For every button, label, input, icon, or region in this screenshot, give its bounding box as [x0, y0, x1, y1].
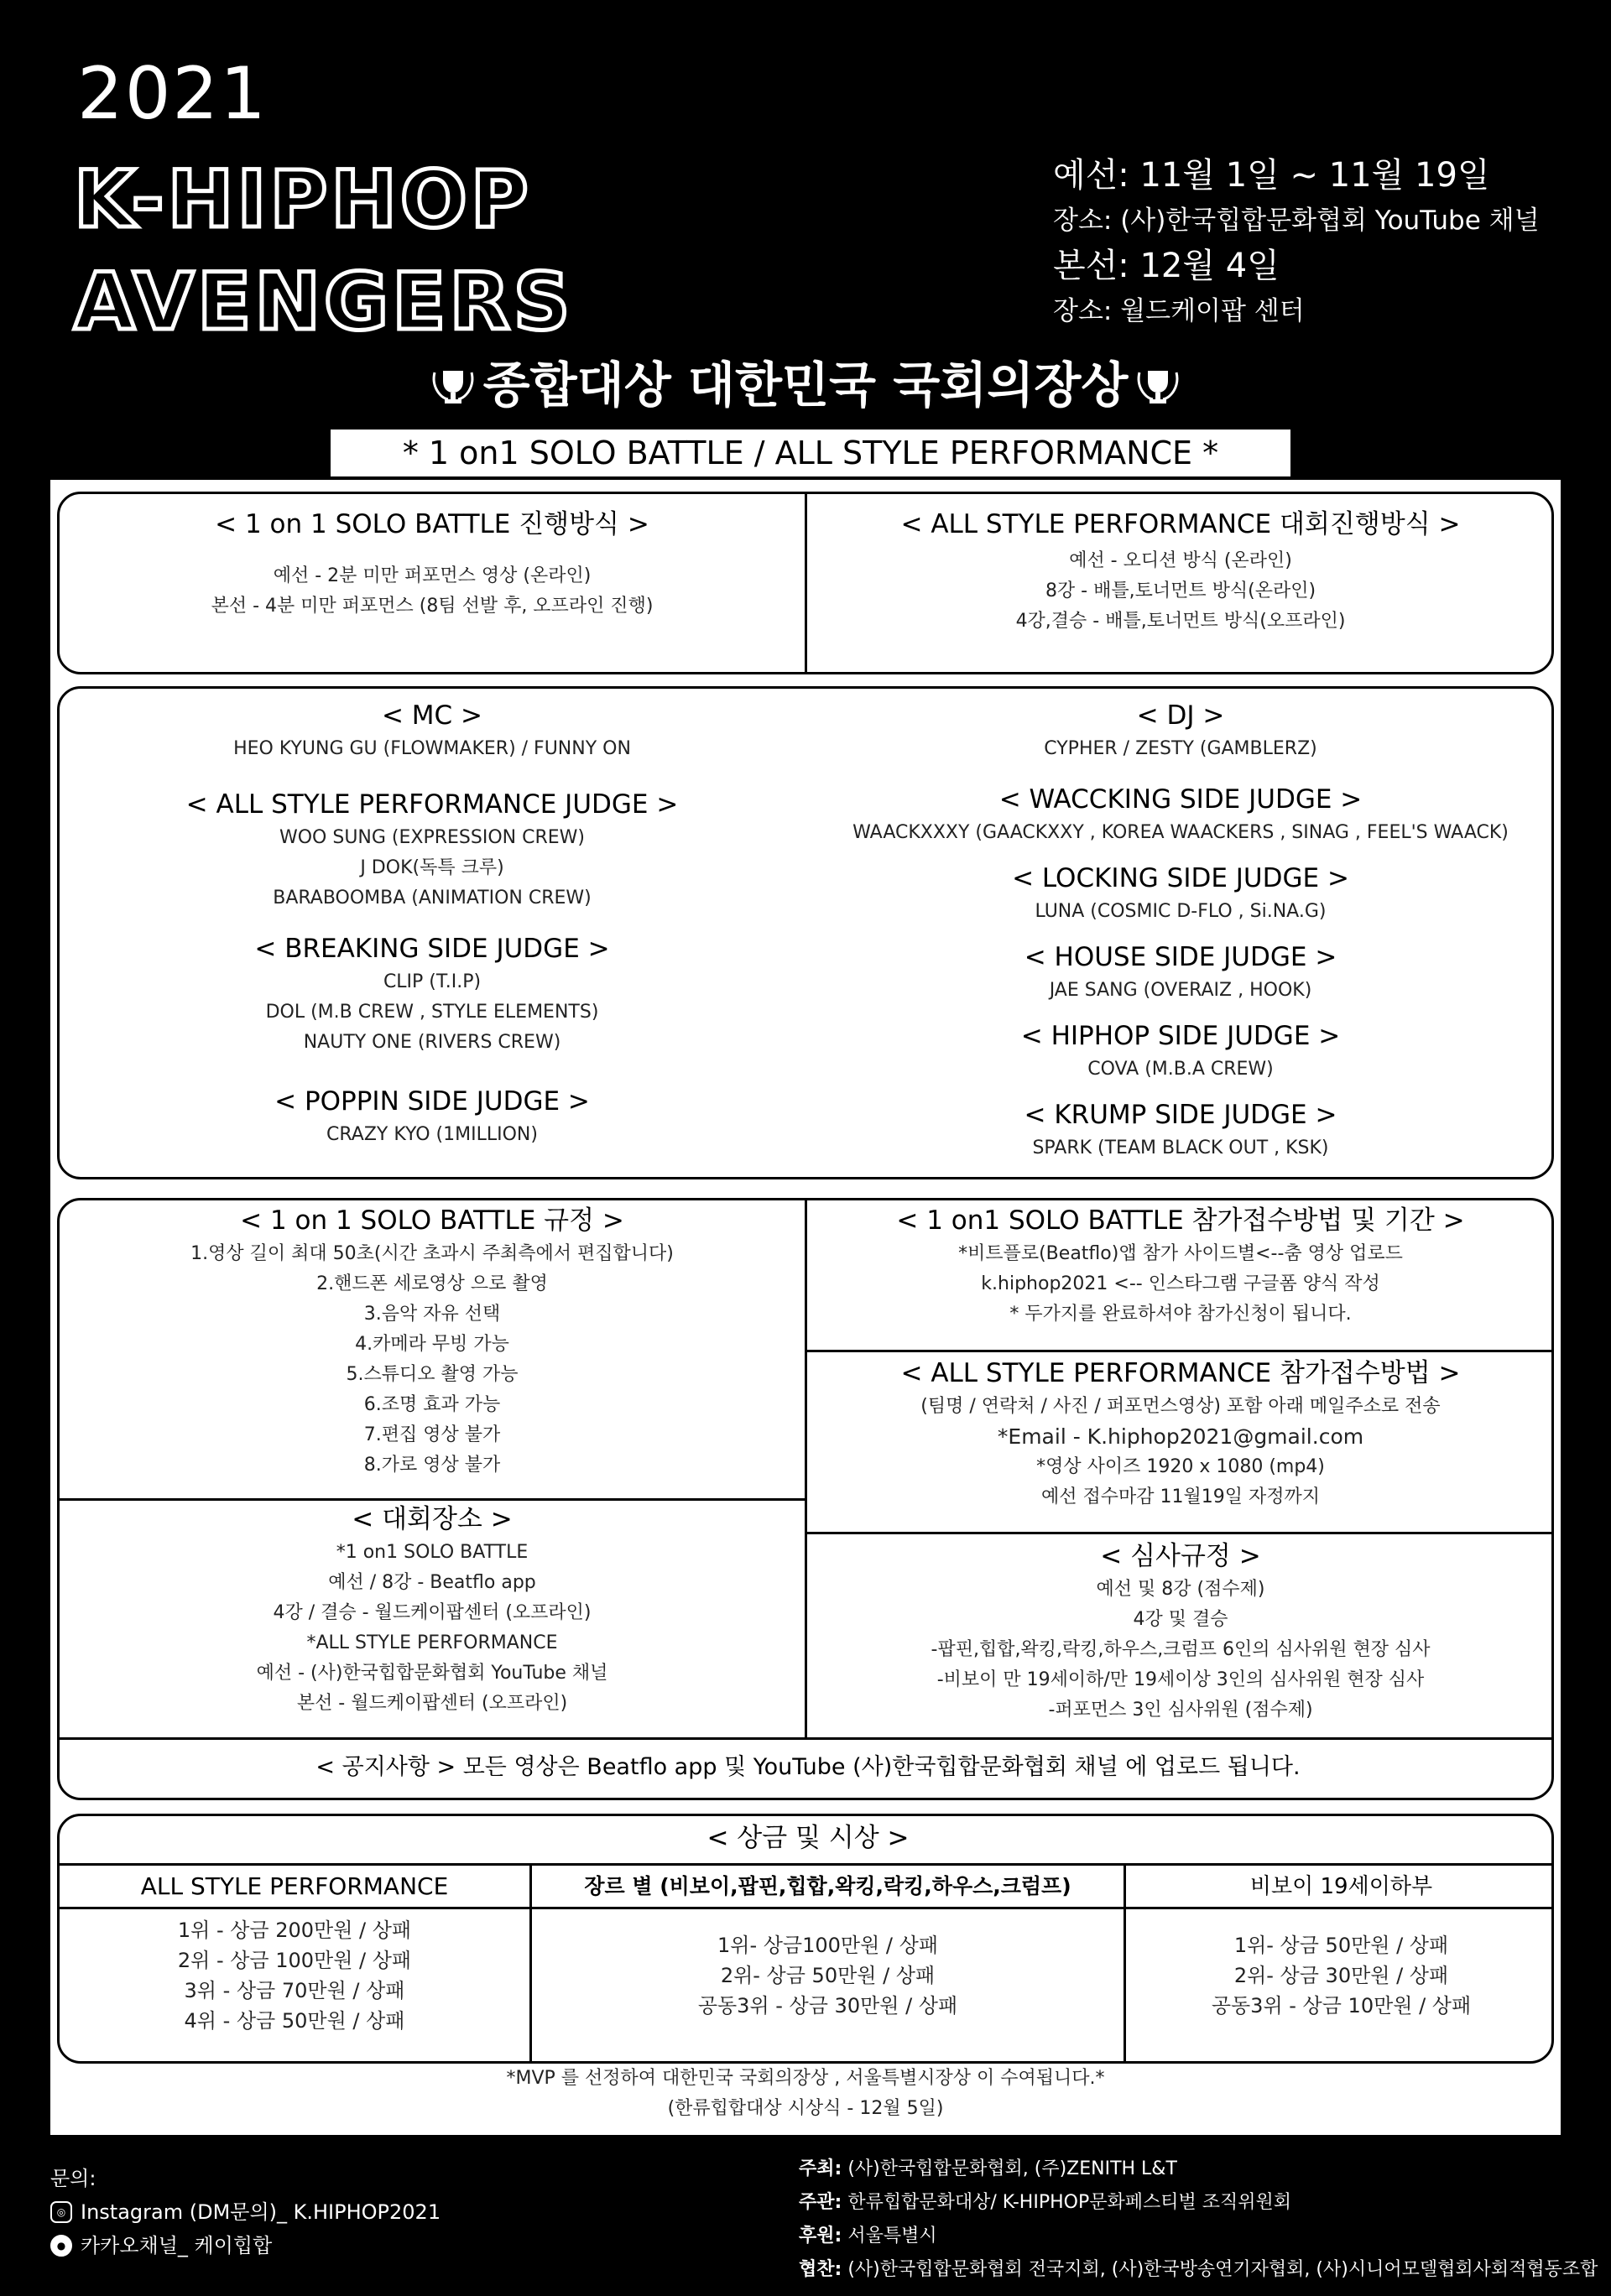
kakaotalk-icon: ●: [50, 2235, 72, 2257]
logo-line-2: AVENGERS: [74, 257, 574, 348]
asp-format-line: 8강 - 배틀,토너먼트 방식(온라인): [1045, 581, 1316, 601]
trophy-icon: [1134, 364, 1181, 413]
staff-right: [807, 697, 1554, 1164]
venue-line: 4강 / 결승 - 월드케이팝센터 (오프라인): [273, 1602, 592, 1623]
judging-line: -팝핀,힙합,왁킹,락킹,하우스,크럼프 6인의 심사위원 현장 심사: [931, 1639, 1431, 1660]
grand-prize-text: 종합대상 대한민국 국회의장상: [482, 357, 1129, 414]
prize-list-genre: [532, 1930, 1124, 2021]
judge-name: BARABOOMBA (ANIMATION CREW): [273, 888, 592, 909]
schedule-block: [1053, 151, 1540, 332]
partner-label: 협찬:: [799, 2259, 842, 2280]
judging-rules: [807, 1538, 1554, 1726]
judge-name: J DOK(독특 크루): [360, 857, 504, 878]
judge-name: WAACKXXXY (GAACKXXY , KOREA WAACKERS , SINAG , FEEL'S WAACK): [852, 822, 1509, 843]
judge-name: CLIP (T.I.P): [383, 971, 482, 992]
instagram-link[interactable]: Instagram (DM문의)_ K.HIPHOP2021: [81, 2200, 441, 2224]
venue-line: 본선 - 월드케이팝센터 (오프라인): [296, 1693, 568, 1714]
judge-name: SPARK (TEAM BLACK OUT , KSK): [1032, 1138, 1329, 1158]
prizes-box: [57, 1814, 1554, 2064]
trophy-icon: [430, 364, 477, 413]
ceremony-date: (한류힙합대상 시상식 - 12월 5일): [667, 2098, 944, 2119]
mvp-note: [50, 2064, 1561, 2124]
prize-column-header: ALL STYLE PERFORMANCE: [140, 1872, 449, 1900]
prize-list-asp: [60, 1915, 529, 2036]
rule-item: 3.음악 자유 선택: [363, 1304, 501, 1325]
rule-item: 1.영상 길이 최대 50초(시간 초과시 주최측에서 편집합니다): [190, 1243, 674, 1264]
asp-apply-title: < ALL STYLE PERFORMANCE 참가접수방법 >: [900, 1358, 1461, 1388]
prize-item: 3위 - 상금 70만원 / 상패: [184, 1979, 405, 2002]
apply-line: (팀명 / 연락처 / 사진 / 퍼포먼스영상) 포함 아래 메일주소로 전송: [920, 1396, 1441, 1417]
venue-section: [60, 1501, 805, 1719]
rule-item: 6.조명 효과 가능: [363, 1394, 501, 1415]
judge-name: LUNA (COSMIC D-FLO , Si.NA.G): [1035, 901, 1327, 922]
rule-item: 7.편집 영상 불가: [363, 1424, 501, 1445]
venue-title: < 대회장소 >: [352, 1504, 513, 1534]
rule-item: 4.카메라 무빙 가능: [355, 1334, 509, 1355]
breaking-judge-title: < BREAKING SIDE JUDGE >: [254, 934, 610, 964]
apply-line: * 두가지를 완료하셔야 참가신청이 됩니다.: [1009, 1304, 1352, 1325]
prize-item: 1위- 상금100만원 / 상패: [717, 1934, 938, 1957]
rules-box: [57, 1198, 1554, 1800]
prize-item: 4위 - 상금 50만원 / 상패: [184, 2009, 405, 2033]
event-year: 2021: [77, 52, 268, 136]
kakao-channel-link[interactable]: 카카오채널_ 케이힙합: [81, 2234, 273, 2257]
dj-names: CYPHER / ZESTY (GAMBLERZ): [1044, 738, 1317, 759]
judge-name: COVA (M.B.A CREW): [1087, 1059, 1274, 1080]
solo-apply: [807, 1202, 1554, 1330]
judging-line: -퍼포먼스 3인 심사위원 (점수제): [1048, 1700, 1313, 1721]
dj-title: < DJ >: [1136, 700, 1225, 731]
judge-name: CRAZY KYO (1MILLION): [326, 1124, 538, 1145]
prize-item: 1위- 상금 50만원 / 상패: [1233, 1934, 1449, 1957]
asp-apply: [807, 1355, 1554, 1512]
sponsor-text: 서울특별시: [847, 2226, 937, 2247]
prize-item: 공동3위 - 상금 30만원 / 상패: [697, 1994, 958, 2017]
locking-judge-title: < LOCKING SIDE JUDGE >: [1012, 863, 1349, 893]
mc-names: HEO KYUNG GU (FLOWMAKER) / FUNNY ON: [233, 738, 631, 759]
final-venue: 장소: 월드케이팝 센터: [1053, 296, 1305, 326]
solo-apply-title: < 1 on1 SOLO BATTLE 참가접수방법 및 기간 >: [896, 1205, 1465, 1236]
venue-line: *ALL STYLE PERFORMANCE: [306, 1632, 558, 1653]
judge-name: DOL (M.B CREW , STYLE ELEMENTS): [265, 1002, 599, 1023]
notice: [60, 1749, 1554, 1786]
staff-left: [60, 697, 805, 1150]
rule-item: 8.가로 영상 불가: [363, 1455, 501, 1476]
prize-item: 2위 - 상금 100만원 / 상패: [177, 1949, 412, 1972]
rule-item: 2.핸드폰 세로영상 으로 촬영: [316, 1273, 548, 1294]
category-banner: * 1 on1 SOLO BATTLE / ALL STYLE PERFORMANCE *: [331, 430, 1290, 476]
inquiry-label: 문의:: [50, 2167, 96, 2190]
sponsor-label: 후원:: [799, 2226, 842, 2247]
host-text: (사)한국힙합문화협회, (주)ZENITH L&T: [847, 2158, 1177, 2179]
prizes-title-text: < 상금 및 시상 >: [706, 1823, 910, 1853]
asp-judge-title: < ALL STYLE PERFORMANCE JUDGE >: [185, 789, 679, 820]
prize-item: 1위 - 상금 200만원 / 상패: [177, 1919, 412, 1942]
house-judge-title: < HOUSE SIDE JUDGE >: [1024, 942, 1337, 972]
partner-text: (사)한국힙합문화협회 전국지회, (사)한국방송연기자협회, (사)시니어모델협회사회적협동조합: [847, 2259, 1598, 2280]
grand-prize-title: [0, 346, 1611, 416]
prize-item: 공동3위 - 상금 10만원 / 상패: [1211, 1994, 1472, 2017]
rule-item: 5.스튜디오 촬영 가능: [346, 1364, 519, 1385]
solo-rules-title: < 1 on 1 SOLO BATTLE 규정 >: [240, 1205, 624, 1236]
solo-format-line: 예선 - 2분 미만 퍼포먼스 영상 (온라인): [273, 565, 592, 586]
apply-line: *비트플로(Beatflo)앱 참가 사이드별<--춤 영상 업로드: [958, 1243, 1403, 1264]
judging-line: 예선 및 8강 (점수제): [1096, 1579, 1265, 1600]
poppin-judge-title: < POPPIN SIDE JUDGE >: [274, 1086, 590, 1117]
prize-column-header: 비보이 19세이하부: [1249, 1874, 1433, 1899]
waacking-judge-title: < WACCKING SIDE JUDGE >: [998, 784, 1363, 815]
judge-name: JAE SANG (OVERAIZ , HOOK): [1049, 980, 1312, 1001]
asp-format-line: 예선 - 오디션 방식 (온라인): [1069, 550, 1292, 571]
logo-line-1: K-HIPHOP: [74, 154, 532, 246]
info-panel: [50, 480, 1561, 2135]
hiphop-judge-title: < HIPHOP SIDE JUDGE >: [1020, 1021, 1341, 1051]
judge-name: WOO SUNG (EXPRESSION CREW): [279, 827, 586, 848]
organizer-label: 주관:: [799, 2192, 842, 2213]
judging-line: -비보이 만 19세이하/만 19세이상 3인의 심사위원 현장 심사: [936, 1669, 1425, 1690]
asp-format-line: 4강,결승 - 배틀,토너먼트 방식(오프라인): [1015, 611, 1346, 632]
judge-name: NAUTY ONE (RIVERS CREW): [303, 1032, 561, 1053]
solo-format-line: 본선 - 4분 미만 퍼포먼스 (8팀 선발 후, 오프라인 진행): [211, 596, 654, 617]
prize-list-bboy: [1126, 1930, 1554, 2021]
venue-line: 예선 / 8강 - Beatflo app: [328, 1572, 536, 1593]
prize-item: 2위- 상금 50만원 / 상패: [720, 1964, 936, 1987]
asp-format-title: < ALL STYLE PERFORMANCE 대회진행방식 >: [900, 509, 1461, 539]
host-label: 주최:: [799, 2158, 842, 2179]
mvp-text: *MVP 를 선정하여 대한민국 국회의장상 , 서울특별시장상 이 수여됩니다.*: [506, 2068, 1105, 2089]
venue-line: *1 on1 SOLO BATTLE: [336, 1542, 529, 1563]
asp-format: [807, 506, 1554, 637]
staff-box: [57, 686, 1554, 1179]
credits-block: [799, 2153, 1598, 2287]
solo-format-title: < 1 on 1 SOLO BATTLE 진행방식 >: [215, 509, 649, 539]
contact-block: [50, 2162, 441, 2262]
prizes-title: [60, 1820, 1554, 1856]
organizer-text: 한류힙합문화대상/ K-HIPHOP문화페스티벌 조직위원회: [847, 2192, 1291, 2213]
prelim-date: 예선: 11월 1일 ~ 11월 19일: [1053, 156, 1490, 195]
instagram-icon: ◎: [50, 2201, 72, 2223]
judging-title: < 심사규정 >: [1100, 1541, 1261, 1571]
solo-format: [60, 506, 805, 622]
apply-line: 예선 접수마감 11월19일 자정까지: [1041, 1486, 1320, 1507]
final-date: 본선: 12월 4일: [1053, 247, 1280, 285]
judging-line: 4강 및 결승: [1133, 1609, 1228, 1630]
event-logo: [74, 149, 573, 354]
prize-column-header: 장르 별 (비보이,팝핀,힙합,왁킹,락킹,하우스,크럼프): [584, 1874, 1071, 1898]
prelim-venue: 장소: (사)한국힙합문화협회 YouTube 채널: [1053, 206, 1540, 236]
mc-title: < MC >: [381, 700, 483, 731]
venue-line: 예선 - (사)한국힙합문화협회 YouTube 채널: [256, 1663, 608, 1684]
krump-judge-title: < KRUMP SIDE JUDGE >: [1024, 1100, 1337, 1130]
prize-item: 2위- 상금 30만원 / 상패: [1233, 1964, 1449, 1987]
apply-line: *영상 사이즈 1920 x 1080 (mp4): [1036, 1456, 1325, 1477]
solo-rules: [60, 1202, 805, 1481]
apply-line: k.hiphop2021 <-- 인스타그램 구글폼 양식 작성: [981, 1273, 1380, 1294]
apply-email: *Email - K.hiphop2021@gmail.com: [997, 1424, 1364, 1449]
notice-text: < 공지사항 > 모든 영상은 Beatflo app 및 YouTube (사)한국힙합문화협회 채널 에 업로드 됩니다.: [315, 1754, 1301, 1780]
format-box: [57, 492, 1554, 674]
